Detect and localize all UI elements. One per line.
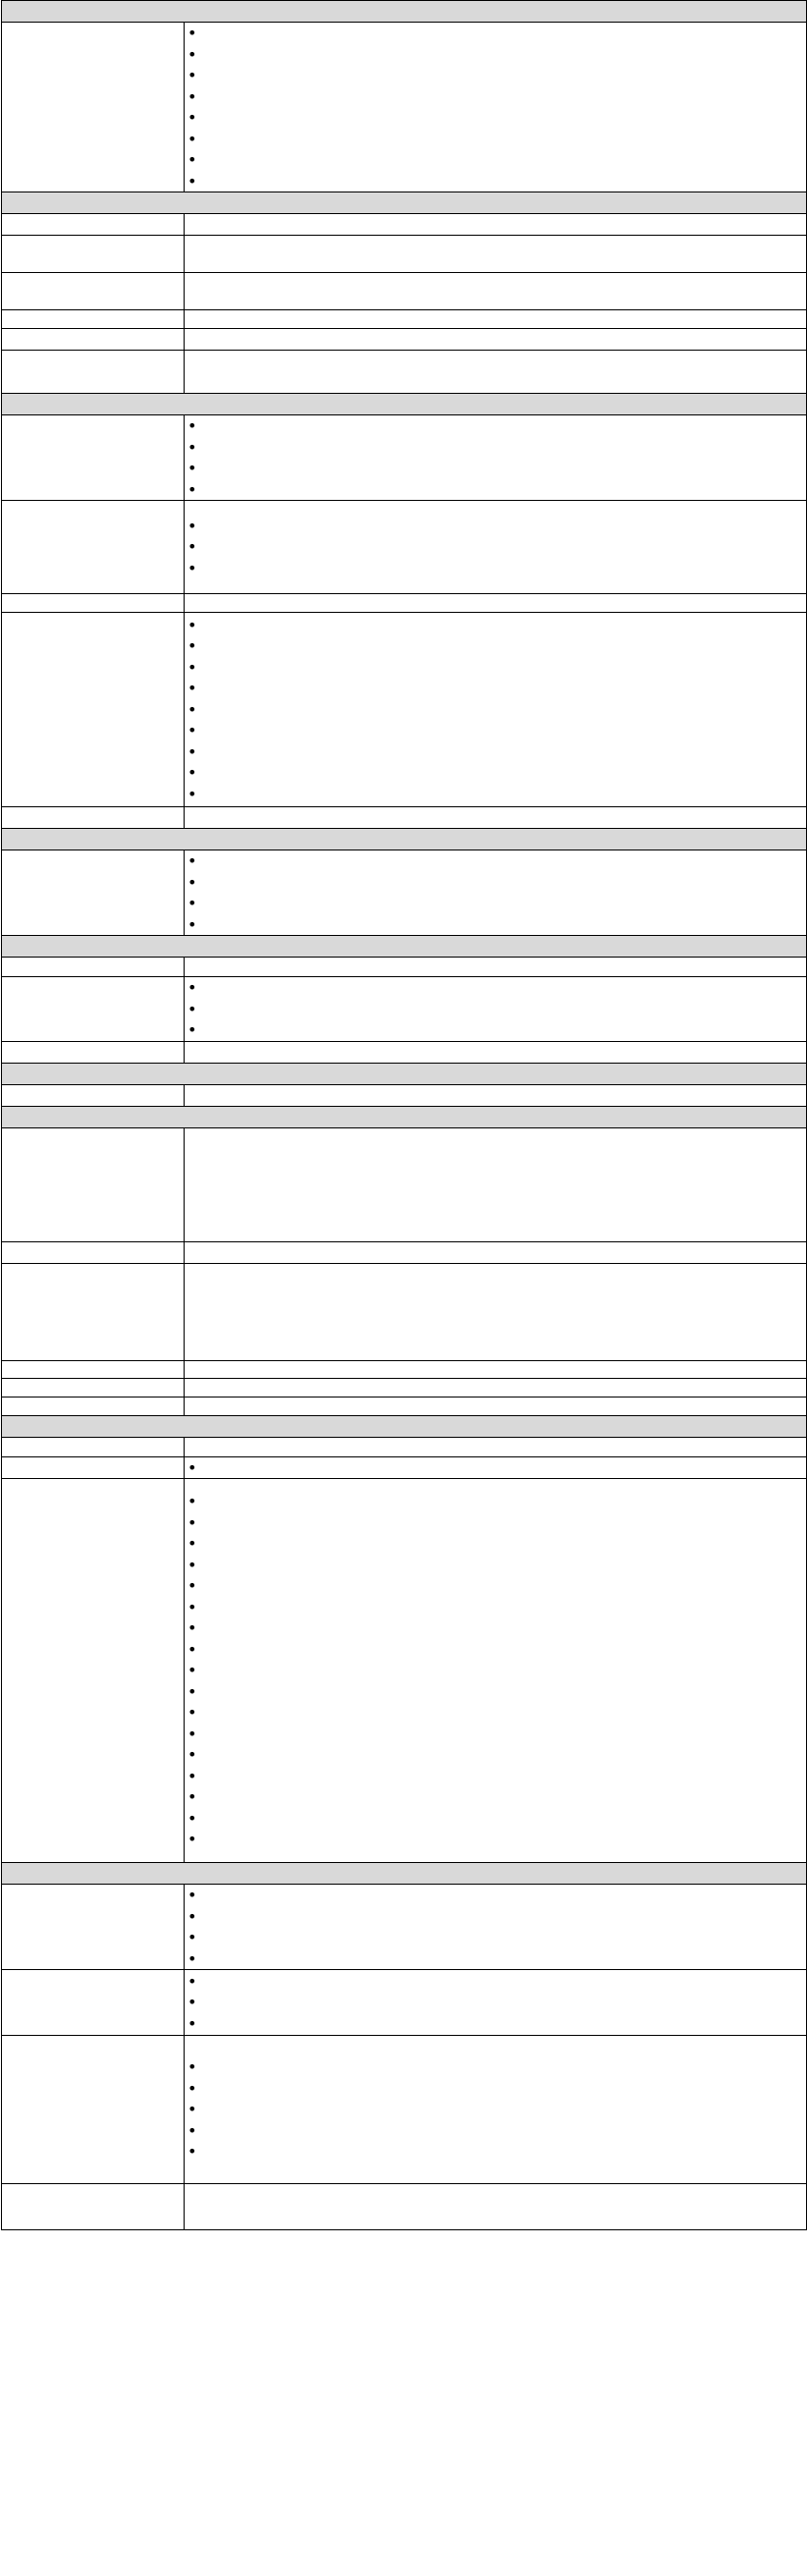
spec-row xyxy=(2,1041,807,1063)
spec-value-item xyxy=(188,479,803,501)
spec-label xyxy=(2,807,185,829)
spec-label xyxy=(2,1456,185,1479)
spec-value-item xyxy=(188,872,803,894)
spec-value xyxy=(185,1397,807,1415)
spec-row xyxy=(2,1479,807,1863)
spec-value-item xyxy=(188,657,803,679)
spec-value xyxy=(185,1437,807,1456)
spec-value-item xyxy=(188,65,803,86)
spec-row xyxy=(2,1885,807,1970)
spec-label xyxy=(2,1437,185,1456)
spec-value xyxy=(185,850,807,936)
spec-value xyxy=(185,807,807,829)
spec-value-item xyxy=(188,1786,803,1808)
section-header xyxy=(2,1,807,23)
spec-row xyxy=(2,273,807,310)
spec-row xyxy=(2,2184,807,2230)
spec-value xyxy=(185,1970,807,2036)
spec-label xyxy=(2,958,185,977)
spec-value-item xyxy=(188,1019,803,1041)
spec-label xyxy=(2,1263,185,1360)
spec-row xyxy=(2,977,807,1042)
spec-value-item xyxy=(188,437,803,459)
spec-value xyxy=(185,1127,807,1241)
spec-row xyxy=(2,1397,807,1415)
spec-value xyxy=(185,351,807,394)
spec-value xyxy=(185,273,807,310)
spec-value xyxy=(185,1456,807,1479)
spec-value-item xyxy=(188,1555,803,1576)
spec-row xyxy=(2,1084,807,1106)
spec-row xyxy=(2,850,807,936)
spec-value-list xyxy=(188,850,803,935)
spec-value-list xyxy=(188,1971,803,2035)
section-header xyxy=(2,936,807,958)
spec-label xyxy=(2,23,185,192)
spec-value-item xyxy=(188,558,803,579)
spec-value-item xyxy=(188,1533,803,1555)
spec-value-item xyxy=(188,2013,803,2035)
spec-value-item xyxy=(188,1575,803,1597)
spec-value xyxy=(185,1241,807,1263)
spec-value-list xyxy=(188,1457,803,1479)
spec-value xyxy=(185,310,807,329)
spec-label xyxy=(2,1479,185,1863)
spec-value-item xyxy=(188,850,803,872)
spec-row xyxy=(2,1970,807,2036)
spec-value-item xyxy=(188,1702,803,1724)
spec-value xyxy=(185,1041,807,1063)
spec-table xyxy=(1,0,807,2230)
spec-row xyxy=(2,1263,807,1360)
spec-value xyxy=(185,23,807,192)
spec-value xyxy=(185,214,807,236)
section-header xyxy=(2,1106,807,1127)
section-title xyxy=(2,1106,807,1127)
spec-value-item xyxy=(188,914,803,936)
spec-value xyxy=(185,1084,807,1106)
spec-value-item xyxy=(188,762,803,784)
spec-value-item xyxy=(188,171,803,192)
spec-row xyxy=(2,958,807,977)
spec-row xyxy=(2,23,807,192)
spec-value-item xyxy=(188,1491,803,1512)
spec-label xyxy=(2,310,185,329)
spec-label xyxy=(2,1360,185,1378)
spec-value-item xyxy=(188,1808,803,1830)
spec-value-item xyxy=(188,458,803,479)
spec-value xyxy=(185,1378,807,1397)
spec-value-item xyxy=(188,1927,803,1948)
spec-value-item xyxy=(188,2099,803,2120)
spec-value-list xyxy=(188,415,803,500)
section-header xyxy=(2,1863,807,1885)
spec-label xyxy=(2,1084,185,1106)
section-header xyxy=(2,1063,807,1084)
spec-value-list xyxy=(188,977,803,1041)
spec-value-item xyxy=(188,149,803,171)
spec-row xyxy=(2,1360,807,1378)
spec-label xyxy=(2,850,185,936)
section-header xyxy=(2,394,807,415)
spec-value-item xyxy=(188,1457,803,1479)
spec-label xyxy=(2,1378,185,1397)
spec-label xyxy=(2,501,185,594)
spec-row xyxy=(2,1127,807,1241)
spec-value-item xyxy=(188,1681,803,1703)
spec-value-item xyxy=(188,2056,803,2078)
spec-value-item xyxy=(188,2078,803,2100)
spec-row xyxy=(2,1378,807,1397)
spec-value xyxy=(185,1479,807,1863)
spec-value-list xyxy=(188,2056,803,2163)
spec-value-item xyxy=(188,107,803,129)
spec-value xyxy=(185,329,807,351)
spec-value xyxy=(185,501,807,594)
spec-row xyxy=(2,415,807,501)
spec-value-item xyxy=(188,1512,803,1534)
spec-value xyxy=(185,415,807,501)
spec-row xyxy=(2,807,807,829)
spec-row xyxy=(2,214,807,236)
spec-row xyxy=(2,310,807,329)
spec-value-list xyxy=(188,1491,803,1850)
section-title xyxy=(2,1063,807,1084)
section-title xyxy=(2,192,807,214)
spec-value-list xyxy=(188,1885,803,1969)
spec-value-item xyxy=(188,1885,803,1906)
section-title xyxy=(2,936,807,958)
spec-value-item xyxy=(188,1639,803,1661)
section-header xyxy=(2,1415,807,1437)
spec-label xyxy=(2,1127,185,1241)
spec-value-item xyxy=(188,2120,803,2142)
spec-value xyxy=(185,236,807,273)
spec-value-item xyxy=(188,741,803,763)
spec-value-item xyxy=(188,44,803,66)
spec-label xyxy=(2,1970,185,2036)
spec-label xyxy=(2,594,185,613)
spec-value-item xyxy=(188,1829,803,1850)
spec-value-item xyxy=(188,678,803,699)
spec-value-item xyxy=(188,699,803,721)
spec-value-list xyxy=(188,23,803,192)
spec-label xyxy=(2,351,185,394)
section-title xyxy=(2,1,807,23)
spec-value-item xyxy=(188,1597,803,1618)
spec-value-item xyxy=(188,129,803,150)
spec-value-item xyxy=(188,1660,803,1681)
spec-value-item xyxy=(188,1906,803,1928)
spec-row xyxy=(2,329,807,351)
spec-value xyxy=(185,977,807,1042)
section-header xyxy=(2,829,807,850)
spec-label xyxy=(2,329,185,351)
spec-value-item xyxy=(188,1744,803,1766)
section-title xyxy=(2,1415,807,1437)
spec-label xyxy=(2,1397,185,1415)
spec-row xyxy=(2,594,807,613)
spec-row xyxy=(2,501,807,594)
spec-value-item xyxy=(188,1948,803,1970)
spec-value-item xyxy=(188,1766,803,1787)
spec-row xyxy=(2,236,807,273)
spec-value-item xyxy=(188,977,803,999)
spec-label xyxy=(2,977,185,1042)
spec-value-item xyxy=(188,415,803,437)
spec-value xyxy=(185,613,807,807)
spec-value-item xyxy=(188,23,803,44)
spec-row xyxy=(2,351,807,394)
section-title xyxy=(2,829,807,850)
spec-label xyxy=(2,273,185,310)
spec-value-item xyxy=(188,1724,803,1745)
spec-value-item xyxy=(188,1617,803,1639)
spec-value xyxy=(185,958,807,977)
spec-label xyxy=(2,1241,185,1263)
spec-row xyxy=(2,2036,807,2184)
spec-label xyxy=(2,2184,185,2230)
spec-value-item xyxy=(188,86,803,108)
section-title xyxy=(2,1863,807,1885)
spec-value xyxy=(185,1885,807,1970)
spec-label xyxy=(2,236,185,273)
spec-value-item xyxy=(188,1992,803,2013)
spec-value xyxy=(185,1263,807,1360)
spec-label xyxy=(2,1885,185,1970)
section-header xyxy=(2,192,807,214)
spec-label xyxy=(2,613,185,807)
spec-value-item xyxy=(188,784,803,805)
spec-value-item xyxy=(188,999,803,1020)
spec-row xyxy=(2,1241,807,1263)
spec-value-item xyxy=(188,893,803,914)
spec-label xyxy=(2,415,185,501)
spec-value-item xyxy=(188,615,803,636)
spec-value xyxy=(185,2184,807,2230)
section-title xyxy=(2,394,807,415)
spec-label xyxy=(2,1041,185,1063)
spec-value-item xyxy=(188,720,803,741)
spec-value-list xyxy=(188,615,803,805)
spec-value xyxy=(185,2036,807,2184)
spec-label xyxy=(2,2036,185,2184)
spec-value-item xyxy=(188,516,803,537)
spec-value xyxy=(185,1360,807,1378)
spec-label xyxy=(2,214,185,236)
spec-row xyxy=(2,613,807,807)
spec-value-item xyxy=(188,635,803,657)
spec-value-item xyxy=(188,1971,803,1993)
spec-value-list xyxy=(188,516,803,579)
spec-row xyxy=(2,1437,807,1456)
spec-row xyxy=(2,1456,807,1479)
spec-value xyxy=(185,594,807,613)
spec-value-item xyxy=(188,536,803,558)
spec-value-item xyxy=(188,2141,803,2163)
